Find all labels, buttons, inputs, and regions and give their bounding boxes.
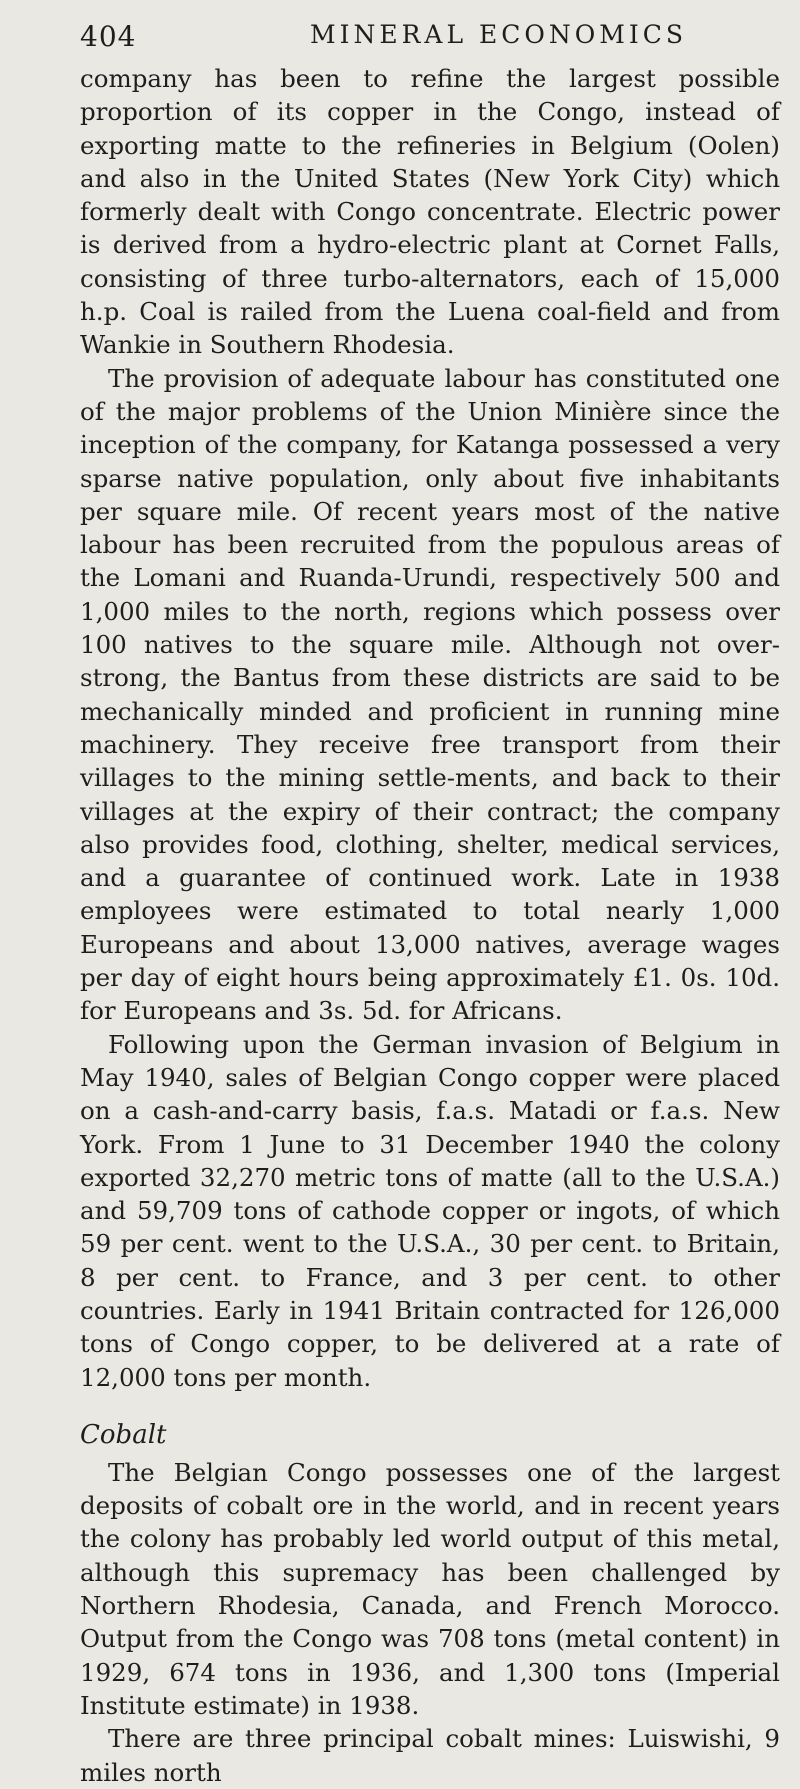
running-head bbox=[80, 8, 780, 62]
page-number: 404 bbox=[80, 20, 137, 53]
paragraph-cobalt-deposits: The Belgian Congo possesses one of the largest deposits of cobalt ore in the world, and in recent years the colony has probably led world output of this metal, although this supremacy has been challenged by Northern Rhodesia, Canada, and French Morocco. Output from the Congo was 708 tons (metal content) in 1929, 674 tons in 1936, and 1,300 tons (Imperial Institute estimate) in 1938. bbox=[80, 1457, 780, 1720]
paragraph-labour: The provision of adequate labour has constituted one of the major problems of the Union Minière since the inception of the company, for Katanga possessed a very sparse native population, only about five inhabitants per square mile. Of recent years most of the native labour has been recruited from the populous areas of the Lomani and Ruanda-Urundi, respectively 500 and 1,000 miles to the north, regions which possess over 100 natives to the square mile. Although not over-strong, the Bantus from these districts are said to be mechanically minded and proficient in running mine machinery. They receive free transport from their villages to the mining settle-ments, and back to their villages at the expiry of their contract; the company also provides food, clothing, shelter, medical services, and a guarantee of continued work. Late in 1938 employees were estimated to total nearly 1,000 Europeans and about 13,000 natives, average wages per day of eight hours being approximately £1. 0s. 10d. for Europeans and 3s. 5d. for Africans. bbox=[80, 363, 780, 1026]
running-title: MINERAL ECONOMICS bbox=[310, 20, 687, 49]
body-text bbox=[80, 62, 780, 1789]
paragraph-copper-sales: Following upon the German invasion of Belgium in May 1940, sales of Belgian Congo copper were placed on a cash-and-carry basis, f.a.s. Matadi or f.a.s. New York. From 1 June to 31 December 1940 the colony exported 32,270 metric tons of matte (all to the U.S.A.) and 59,709 tons of cathode copper or ingots, of which 59 per cent. went to the U.S.A., 30 per cent. to Britain, 8 per cent. to France, and 3 per cent. to other countries. Early in 1941 Britain contracted for 126,000 tons of Congo copper, to be delivered at a rate of 12,000 tons per month. bbox=[80, 1029, 780, 1392]
paragraph-cobalt-mines: There are three principal cobalt mines: Luiswishi, 9 miles north bbox=[80, 1724, 780, 1787]
section-heading-cobalt: Cobalt bbox=[80, 1419, 167, 1450]
paragraph-copper-refining: company has been to refine the largest possible proportion of its copper in the Congo, instead of exporting matte to the refineries in Belgium (Oolen) and also in the United States (New York City) which formerly dealt with Congo concentrate. Electric power is derived from a hydro-electric plant at Cornet Falls, consisting of three turbo-alternators, each of 15,000 h.p. Coal is railed from the Luena coal-field and from Wankie in Southern Rhodesia. bbox=[80, 64, 780, 360]
